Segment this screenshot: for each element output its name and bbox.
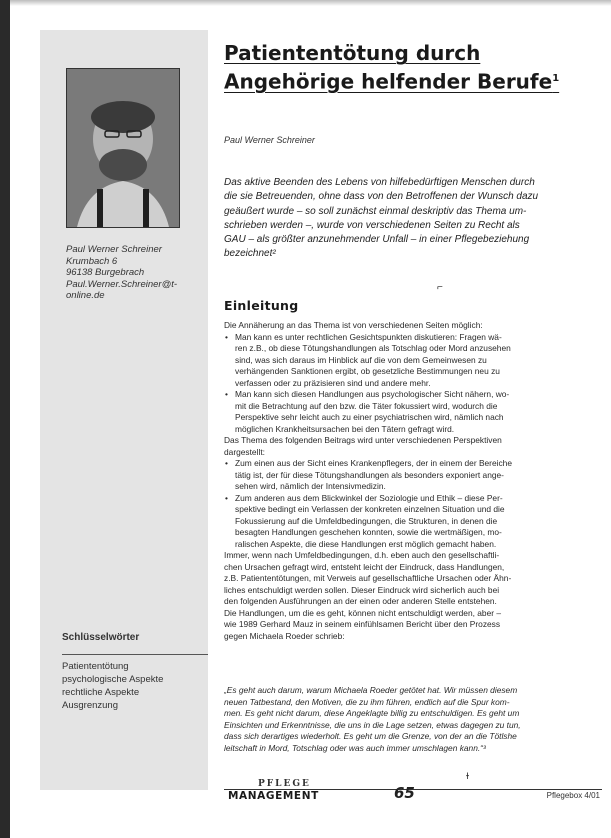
bullet-line: sehen wird, nämlich der Intensivmedizin. xyxy=(235,481,386,491)
body-line: Die Handlungen, um die es geht, können nicht entschuldigt werden, aber – xyxy=(224,607,502,618)
title-footnote-ref: 1 xyxy=(552,73,560,84)
abstract-line: bezeichnet² xyxy=(224,248,276,260)
issue-label: Pflegebox 4/01 xyxy=(546,791,600,800)
keyword-item: Patiententötung xyxy=(62,661,129,672)
quote-line: dass sich derartiges wiederholt. Es geht um die Grenze, von der an die Tötlshe xyxy=(224,731,517,741)
margin-mark: ⌐ xyxy=(437,282,443,293)
abstract-line: die sie Betreuenden, ohne dass von den Betroffenen der Wunsch dazu xyxy=(224,191,539,203)
body-line: z.B. Patiententötungen, mit Verweis auf gesellschaftliche Ursachen oder Ähn- xyxy=(224,573,512,583)
quote-line: „Es geht auch darum, warum Michaela Roeder getötet hat. Wir müssen diesem xyxy=(224,685,518,695)
bullet-line: möglichen Krankheitsursachen bei den Tätern gefragt wird. xyxy=(235,423,455,434)
abstract-line: Das aktive Beenden des Lebens von hilfebedürftigen Menschen durch xyxy=(224,177,535,188)
keywords-list xyxy=(62,660,163,712)
body-line: gegen Michaela Roeder schrieb: xyxy=(224,630,345,641)
bullet-icon: • xyxy=(225,458,228,468)
title-line-1: Patiententötung durch xyxy=(224,41,481,65)
body-line: liches entschuldigt werden sollen. Dieser Eindruck wird sicherlich auch bei xyxy=(224,584,500,595)
body-line: dargestellt: xyxy=(224,446,265,457)
scan-edge xyxy=(0,0,10,838)
article-body xyxy=(224,320,602,642)
bullet-line: besagten Handlungen geschehen konnten, sowie die wertmäßigen, mo- xyxy=(235,527,502,537)
quote-line: Einsichten und Erkenntnisse, die uns in die Lage setzen, etwas dagegen zu tun, xyxy=(224,719,521,730)
bullet-line: ralischen Aspekte, die diese Handlungen erst möglich gemacht haben. xyxy=(235,538,497,549)
bullet-line: Perspektive sehr leicht auch zu einer psychiatrischen wird, nämlich nach xyxy=(235,412,504,422)
bullet-item xyxy=(224,493,602,551)
author-portrait-icon xyxy=(67,69,179,227)
bullet-line: Zum einen aus der Sicht eines Krankenpflegers, der in einem der Bereiche xyxy=(235,458,512,468)
body-line: Das Thema des folgenden Beitrags wird unter verschiedenen Perspektiven xyxy=(224,435,502,445)
address-line: Krumbach 6 xyxy=(66,255,118,267)
bullet-icon: • xyxy=(225,389,228,399)
bullet-line: Zum anderen aus dem Blickwinkel der Soziologie und Ethik – diese Per- xyxy=(235,492,503,503)
bullet-line: ren z.B., ob diese Tötungshandlungen als Totschlag oder Mord anzusehen xyxy=(235,343,511,353)
bullet-line: Man kann es unter rechtlichen Gesichtspunkten diskutieren: Fragen wä- xyxy=(235,331,502,342)
bullet-item xyxy=(224,389,602,435)
bullet-line: Man kann sich diesen Handlungen aus psychologischer Sicht nähern, wo- xyxy=(235,389,510,399)
body-line: chen Ursachen gefragt wird, entsteht leicht der Eindruck, dass Handlungen, xyxy=(224,561,505,572)
address-line: online.de xyxy=(66,290,105,301)
quote-line: neuen Tatbestand, den Motiven, die zu ihm führen, endlich auf die Spur kom- xyxy=(224,696,510,707)
keyword-item: Ausgrenzung xyxy=(62,700,118,711)
abstract-line: schrieben werden –, wurde von verschiedenen Seiten zu Recht als xyxy=(224,219,520,231)
body-line: wie 1989 Gerhard Mauz in seinem einfühlsamen Bericht über den Prozess xyxy=(224,619,501,629)
keywords-title: Schlüsselwörter xyxy=(62,632,140,643)
bullet-icon: • xyxy=(225,331,228,342)
abstract-line: geäußert wurde – so soll zunächst einmal deskriptiv das Thema um- xyxy=(224,205,527,217)
page-footer xyxy=(224,779,602,808)
keyword-item: psychologische Aspekte xyxy=(62,674,164,685)
journal-logo-top: PFLEGE xyxy=(258,779,311,789)
bullet-line: verfassen oder zu präzisieren sind und andere mehr. xyxy=(235,377,431,388)
keywords-divider xyxy=(62,654,208,655)
bullet-item xyxy=(224,458,602,493)
handwritten-mark: ɫ xyxy=(466,771,469,781)
address-line: 96138 Burgebrach xyxy=(66,267,145,278)
title-line-2-text: Angehörige helfender Berufe xyxy=(224,69,553,94)
scan-top-shadow xyxy=(10,0,611,6)
bullet-item xyxy=(224,332,602,390)
quote-line: leitschaft in Mord, Totschlag oder was auch immer umschlagen kann.“³ xyxy=(224,742,486,753)
bullet-line: mit die Betrachtung auf den bzw. die Täter fokussiert wird, wodurch die xyxy=(235,400,498,411)
bullet-line: spektive bedingt ein Verlassen der konkreten einzelnen Situation und die xyxy=(235,504,505,514)
article-title xyxy=(224,40,604,95)
page-number: 65 xyxy=(394,784,415,802)
quote-line: men. Es geht nicht darum, diese Angeklagte billig zu entschuldigen. Es geht um xyxy=(224,708,520,718)
bullet-icon: • xyxy=(225,492,228,503)
author-photo xyxy=(66,68,180,228)
bullet-line: tätig ist, der für diese Tötungshandlungen als besonders exponiert ange- xyxy=(235,469,504,480)
journal-logo-main: MANAGEMENT xyxy=(228,790,319,802)
author-byline: Paul Werner Schreiner xyxy=(224,135,315,145)
body-line: den folgenden Ausführungen an der einen oder anderen Stelle entstehen. xyxy=(224,596,497,606)
quote-block xyxy=(224,685,602,754)
abstract-line: GAU – als größter anzunehmender Unfall – in einer Pflegebeziehung xyxy=(224,234,530,246)
body-line: Immer, wenn nach Umfeldbedingungen, d.h. eben auch den gesellschaftli- xyxy=(224,550,500,560)
bullet-line: Fokussierung auf die Umfeldbedingungen, die Strukturen, in denen die xyxy=(235,515,498,526)
bullet-line: sind, was sich daraus im Hinblick auf die von dem Gemeinwesen zu xyxy=(235,354,487,365)
title-line-2 xyxy=(224,66,604,95)
address-line: Paul.Werner.Schreiner@t- xyxy=(66,278,178,290)
body-line: Die Annäherung an das Thema ist von verschiedenen Seiten möglich: xyxy=(224,320,483,330)
address-line: Paul Werner Schreiner xyxy=(66,244,162,255)
author-address xyxy=(66,244,206,302)
keyword-item: rechtliche Aspekte xyxy=(62,687,140,698)
section-heading: Einleitung xyxy=(224,298,299,313)
article-abstract xyxy=(224,176,602,262)
bullet-line: verhängenden Sanktionen ergibt, ob gesetzliche Bestimmungen neu zu xyxy=(235,366,500,376)
